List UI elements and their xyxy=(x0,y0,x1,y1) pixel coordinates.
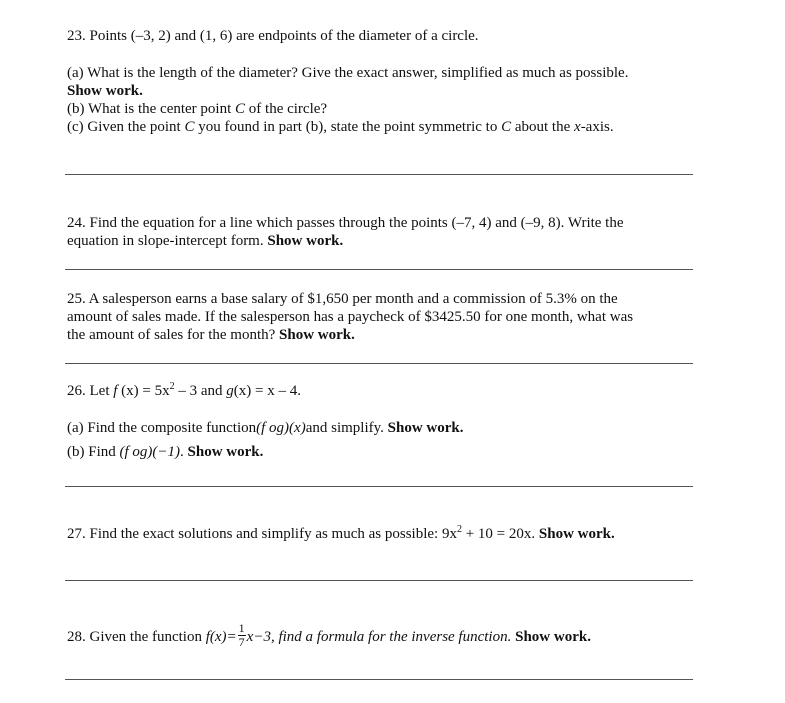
q25-line2: amount of sales made. If the salesperson has a paycheck of $3425.50 for one month, what was xyxy=(67,309,634,325)
answer-divider-25 xyxy=(65,363,693,364)
q24-line2: equation in slope-intercept form. Show work. xyxy=(67,233,344,249)
q23-part-a: (a) What is the length of the diameter? Give the exact answer, simplified as much as possible. xyxy=(67,65,629,81)
q23-part-c: (c) Given the point C you found in part (b), state the point symmetric to C about the x-axis. xyxy=(67,119,614,135)
q25-line3: the amount of sales for the month? Show work. xyxy=(67,327,355,343)
q25-line1: 25. A salesperson earns a base salary of $1,650 per month and a commission of 5.3% on the xyxy=(67,291,618,307)
q23-part-b: (b) What is the center point C of the circle? xyxy=(67,101,328,117)
q28-text: 28. Given the function f(x)= $\frac{1}{7}$ x−3, find a formula for the inverse function. Show work. xyxy=(67,621,591,650)
answer-divider-28 xyxy=(65,679,693,680)
answer-divider-26 xyxy=(65,486,693,487)
q26-intro: 26. Let f $(x) = 5x^2 - 3$ and g(x) = x – 4. xyxy=(67,381,301,399)
answer-divider-23 xyxy=(65,174,693,175)
q26-part-a: (a) Find the composite function(f og)(x)and simplify. Show work. xyxy=(67,420,464,436)
fraction-one-seventh: $\frac{1}{7}$ xyxy=(238,621,245,650)
q27-text: 27. Find the exact solutions and simplify as much as possible: $9x^2 + 10 = 20x$. Show work. xyxy=(67,524,615,542)
q23-show-work: Show work. xyxy=(67,83,143,99)
q24-line1: 24. Find the equation for a line which passes through the points (–7, 4) and (–9, 8). Write the xyxy=(67,215,624,231)
q23-title: 23. Points (–3, 2) and (1, 6) are endpoints of the diameter of a circle. xyxy=(67,28,479,44)
q26-part-b: (b) Find (f og)(−1). Show work. xyxy=(67,444,264,460)
answer-divider-27 xyxy=(65,580,693,581)
answer-divider-24 xyxy=(65,269,693,270)
